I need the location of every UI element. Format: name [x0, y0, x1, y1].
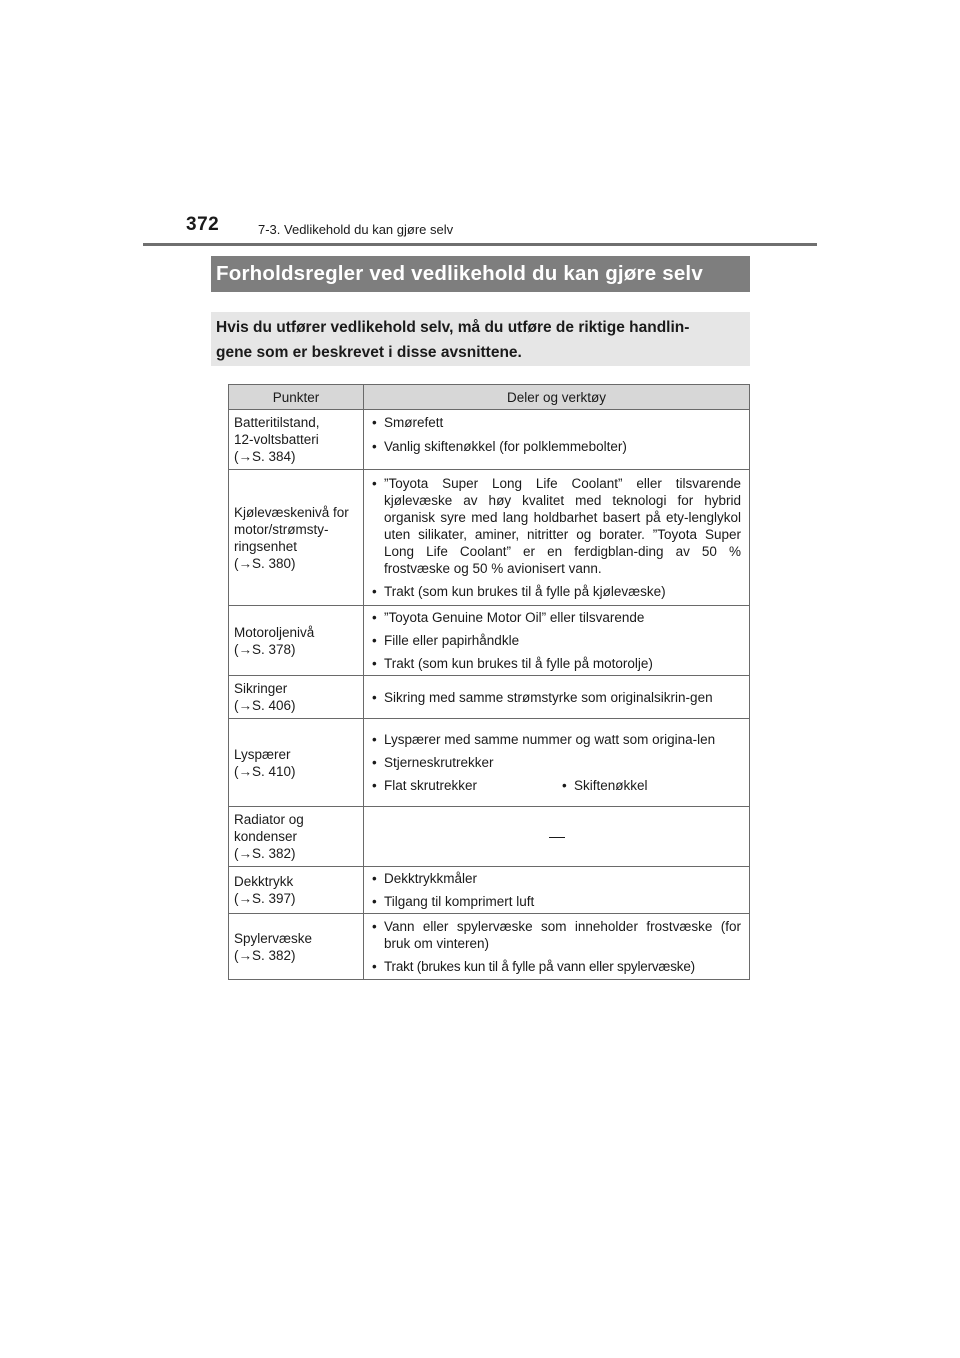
column-header-items: Punkter	[229, 385, 364, 410]
table-row	[229, 807, 750, 867]
table-row	[229, 719, 750, 807]
tools-cell	[364, 867, 750, 914]
tool-item: • ”Toyota Genuine Motor Oil” eller tilsvarende	[370, 609, 741, 626]
item-cell	[229, 676, 364, 719]
table-row	[229, 914, 750, 980]
tool-item: • Sikring med samme strømstyrke som originalsikrin-gen	[370, 689, 741, 706]
item-line: Spylervæske	[234, 930, 313, 946]
item-line: (→S. 384)	[234, 449, 296, 464]
tool-item: • Lyspærer med samme nummer og watt som origina-len	[370, 731, 741, 748]
dash-mark	[549, 837, 565, 838]
tools-cell	[364, 719, 750, 807]
item-line: ringsenhet	[234, 538, 298, 554]
tools-cell-empty	[364, 807, 750, 867]
tool-item: • Trakt (brukes kun til å fylle på vann eller spylervæske)	[370, 958, 741, 975]
intro-line: gene som er beskrevet i disse avsnittene.	[216, 344, 522, 361]
item-line: Batteritilstand,	[234, 415, 320, 430]
tools-cell	[364, 676, 750, 719]
item-line: motor/strømsty-	[234, 521, 329, 537]
item-line: Sikringer	[234, 681, 288, 696]
tool-item-pair	[370, 777, 741, 794]
tools-cell	[364, 606, 750, 676]
item-cell	[229, 719, 364, 807]
column-header-tools: Deler og verktøy	[364, 385, 750, 410]
item-line: 12-voltsbatteri	[234, 432, 319, 447]
tools-cell	[364, 914, 750, 980]
header-divider	[143, 243, 817, 246]
tool-item: • Trakt (som kun brukes til å fylle på kjølevæske)	[370, 583, 741, 600]
item-line: (→S. 406)	[234, 698, 296, 713]
table-row	[229, 867, 750, 914]
tool-item: • Smørefett	[370, 414, 741, 431]
item-line: kondenser	[234, 829, 298, 844]
item-cell	[229, 606, 364, 676]
item-line: (→S. 397)	[234, 891, 296, 906]
item-line: Dekktrykk	[234, 874, 294, 889]
item-line: (→S. 382)	[234, 947, 296, 963]
item-cell	[229, 410, 364, 470]
table-row	[229, 606, 750, 676]
item-line: (→S. 378)	[234, 641, 296, 657]
item-cell	[229, 807, 364, 867]
item-line: (→S. 410)	[234, 763, 296, 779]
table-row	[229, 410, 750, 470]
parts-table	[228, 384, 750, 980]
table-row	[229, 676, 750, 719]
intro-box	[211, 312, 750, 366]
table-row	[229, 470, 750, 606]
title-bar	[211, 256, 750, 292]
item-line: Radiator og	[234, 812, 304, 827]
item-line: Lyspærer	[234, 746, 291, 762]
intro-line: Hvis du utfører vedlikehold selv, må du utføre de riktige handlin-	[216, 319, 690, 336]
tool-item: • Dekktrykkmåler	[370, 870, 741, 887]
tool-item: • Stjerneskrutrekker	[370, 754, 741, 771]
tool-item: • Tilgang til komprimert luft	[370, 893, 741, 910]
tool-item: • Fille eller papirhåndkle	[370, 632, 741, 649]
table-header-row	[229, 385, 750, 410]
tool-item: • Vann eller spylervæske som inneholder frostvæske (for bruk om vinteren)	[370, 918, 741, 952]
tool-item: • ”Toyota Super Long Life Coolant” eller tilsvarende kjølevæske av høy kvalitet med teknologi for hybrid organisk syre med lang holdbarhet basert på ety-lenglykol uten silikater, aminer, nitritter og borater. ”Toyota Super Long Life Coolant” er en ferdigblan-ding av 50 % frostvæske og 50 % avionisert vann.	[370, 475, 741, 577]
item-cell	[229, 914, 364, 980]
tools-cell	[364, 470, 750, 606]
item-line: (→S. 380)	[234, 555, 296, 571]
item-line: Motoroljenivå	[234, 624, 315, 640]
item-cell	[229, 867, 364, 914]
tools-cell	[364, 410, 750, 470]
page-title: Forholdsregler ved vedlikehold du kan gjøre selv	[216, 262, 703, 285]
tool-item: • Vanlig skiftenøkkel (for polklemmebolter)	[370, 438, 741, 455]
tool-item: • Skiftenøkkel	[560, 777, 648, 794]
tool-item: • Flat skrutrekker	[370, 777, 560, 794]
tool-item: • Trakt (som kun brukes til å fylle på motorolje)	[370, 655, 741, 672]
item-line: Kjølevæskenivå for	[234, 504, 349, 520]
page-number: 372	[186, 214, 220, 235]
section-heading: 7-3. Vedlikehold du kan gjøre selv	[258, 222, 454, 237]
item-line: (→S. 382)	[234, 846, 296, 861]
item-cell	[229, 470, 364, 606]
